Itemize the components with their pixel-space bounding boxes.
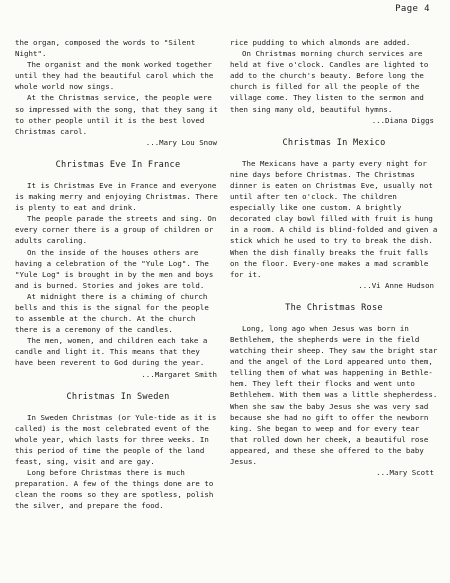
article-sweden-continued	[230, 37, 438, 126]
article-paragraph: the organ, composed the words to "Silent Night".	[15, 38, 196, 59]
article-paragraph: At midnight there is a chiming of church bells and this is the signal for the people to assemble at the church. At the church there is a ceremony of the candles.	[15, 291, 209, 335]
page-number: Page 4	[395, 4, 430, 14]
article-paragraph: On the inside of the houses others are having a celebration of the "Yule Log". The "Yule Log" is brought in by the men and boys and is burned. Stories and jokes are told.	[15, 247, 214, 290]
article-paragraph: rice pudding to which almonds are added.	[230, 38, 411, 47]
article-title: The Christmas Rose	[285, 302, 383, 313]
article-paragraph: In Sweden Christmas (or Yule-tide as it is called) is the most celebrated event of the whole year, which lasts for three weeks. In this period of time the people of the land feast, sing, visit and are gay.	[15, 412, 217, 466]
article-paragraph: The Mexicans have a party every night for nine days before Christmas. The Christmas dinner is eaten on Christmas Eve, usually not until after ten o'clock. The children especially like one custom. A brightly decorated clay bowl filled with fruit is hung in a room. A child is blind-folded and given a stick which he used to try to break the dish. When the dish finally breaks the fruit falls on the floor. Every-one makes a mad scramble for it.	[230, 158, 438, 279]
article-paragraph: Long, long ago when Jesus was born in Bethlehem, the shepherds were in the field watching their sheep. They saw the bright star and the angel of the Lord appeared unto them, telling them of what was happening in Bethle-hem. They left their flocks and went unto Bethlehem. With them was a little shepherdess. When she saw the baby Jesus she was very sad because she had no gift to offer the newborn king. She began to weep and for every tear that rolled down her cheek, a beautiful rose appeared, and these she offered to the baby Jesus.	[230, 323, 438, 466]
author-signature: ...Mary Scott	[376, 468, 434, 478]
article-paragraph: The organist and the monk worked together until they had the beautiful carol which the whole world now sings.	[15, 60, 214, 92]
article-christmas-eve-in-france	[15, 160, 221, 380]
article-christmas-in-sweden	[15, 392, 221, 512]
article-paragraph: Long before Christmas there is much preparation. A few of the things done are to clean the rooms so they are spotless, polish the silver, and prepare the food.	[15, 468, 214, 511]
article-paragraph: The men, women, and children each take a candle and light it. This means that they have been reverent to God during the year.	[15, 336, 208, 368]
article-christmas-in-mexico	[230, 138, 438, 291]
author-signature: ...Mary Lou Snow	[145, 137, 217, 147]
article-paragraph: The people parade the streets and sing. On every corner there is a group of children or adults caroling.	[15, 214, 217, 246]
article-title: Christmas In Sweden	[66, 391, 170, 402]
right-column	[230, 37, 438, 488]
article-paragraph: On Christmas morning church services are held at five o'clock. Candles are lighted to add to the church's beauty. Before long the church is filled for all the people of the village come. They listen to the sermon and then sing many old, beautiful hymns.	[230, 49, 429, 114]
article-the-christmas-rose	[230, 303, 438, 478]
author-signature: ...Margaret Smith	[141, 369, 217, 379]
article-paragraph: It is Christmas Eve in France and everyone is making merry and enjoying Christmas. There is plenty to eat and drink.	[15, 180, 218, 213]
article-silent-night-continued	[15, 37, 221, 148]
article-title: Christmas Eve In France	[55, 159, 181, 170]
article-title: Christmas In Mexico	[282, 137, 386, 148]
author-signature: ...Vi Anne Hudson	[358, 280, 434, 290]
author-signature: ...Diana Diggs	[371, 115, 434, 125]
article-paragraph: At the Christmas service, the people were so impressed with the song, that they sang it to other people until it is the best loved Christmas carol.	[15, 93, 218, 136]
left-column	[15, 37, 221, 521]
